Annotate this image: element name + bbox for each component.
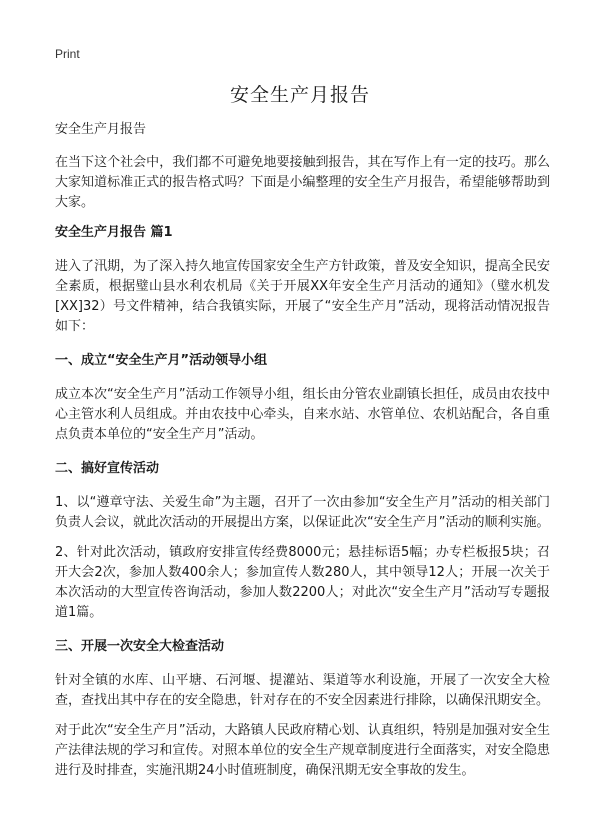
document-subtitle: 安全生产月报告: [55, 122, 147, 137]
section-heading: 安全生产月报告 篇1: [55, 225, 173, 240]
paragraph-2: 成立本次“安全生产月”活动工作领导小组，组长由分管农业副镇长担任，成员由农技中心主管水利人员组成。并由农技中心牵头，自来水站、水管单位、农机站配合，各自重点负责本单位的“安全生产月”活动。: [55, 387, 550, 442]
heading-2: 二、搞好宣传活动: [55, 461, 160, 476]
heading-3: 三、开展一次安全大检查活动: [55, 639, 225, 654]
paragraph-6: 对于此次“安全生产月”活动，大路镇人民政府精心划、认真组织，特别是加强对安全生产法律法规的学习和宣传。对照本单位的安全生产规章制度进行全面落实，对安全隐患进行及时排查，实施汛期24小时值班制度，确保汛期无安全事故的发生。: [55, 723, 550, 778]
print-link[interactable]: Print: [55, 47, 80, 61]
paragraph-4: 2、针对此次活动，镇政府安排宣传经费8000元；悬挂标语5幅；办专栏板报5块；召开大会2次，参加人数400余人；参加宣传人数280人，其中领导12人；开展一次关于本次活动的大型宣传咨询活动，参加人数2200人；对此次“安全生产月”活动写专题报道1篇。: [55, 545, 550, 620]
page-title: 安全生产月报告: [229, 84, 370, 106]
intro-paragraph: 在当下这个社会中，我们都不可避免地要接触到报告，其在写作上有一定的技巧。那么大家知道标准正式的报告格式吗？下面是小编整理的安全生产月报告，希望能够帮助到大家。: [55, 155, 550, 210]
paragraph-1: 进入了汛期，为了深入持久地宣传国家安全生产方针政策，普及安全知识，提高全民安全素质，根据璧山县水利农机局《关于开展XX年安全生产月活动的通知》（璧水机发[XX]32）号文件精神，结合我镇实际，开展了“安全生产月”活动，现将活动情况报告如下：: [55, 259, 550, 334]
paragraph-3: 1、以“遵章守法、关爱生命”为主题，召开了一次由参加“安全生产月”活动的相关部门负责人会议，就此次活动的开展提出方案，以保证此次“安全生产月”活动的顺利实施。: [55, 495, 550, 530]
paragraph-5: 针对全镇的水库、山平塘、石河堰、提灌站、渠道等水利设施，开展了一次安全大检查，查找出其中存在的安全隐患，针对存在的不安全因素进行排除，以确保汛期安全。: [55, 673, 550, 708]
heading-1: 一、成立“安全生产月”活动领导小组: [55, 353, 268, 368]
document-body: [55, 120, 550, 791]
